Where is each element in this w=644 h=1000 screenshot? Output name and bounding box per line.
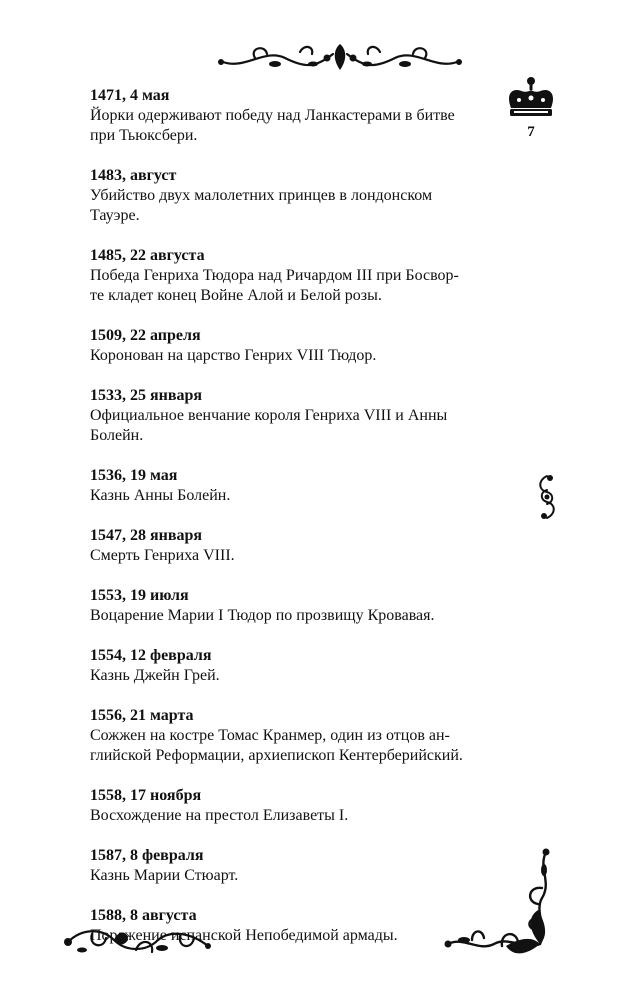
entry-date: 1587, 8 февраля bbox=[90, 847, 204, 864]
chronology-entry bbox=[90, 326, 490, 366]
entry-text: Официальное венчание короля Генриха VIII и Анны Болейн. bbox=[90, 407, 448, 444]
entry-date: 1509, 22 апреля bbox=[90, 327, 201, 344]
chronology-entry bbox=[90, 906, 490, 946]
entry-date: 1533, 25 января bbox=[90, 387, 203, 404]
chronology-entry bbox=[90, 386, 490, 446]
entry-text: Восхождение на престол Елизаветы I. bbox=[90, 807, 349, 824]
entry-date: 1471, 4 мая bbox=[90, 87, 170, 104]
entry-date: 1553, 19 июля bbox=[90, 587, 189, 604]
entry-text: Убийство двух малолетних принцев в лондонском Тауэре. bbox=[90, 187, 433, 224]
chronology-entry bbox=[90, 526, 490, 566]
entry-date: 1536, 19 мая bbox=[90, 467, 178, 484]
entry-text: Казнь Анны Болейн. bbox=[90, 487, 231, 504]
side-scroll-ornament bbox=[536, 472, 558, 522]
entry-text: Казнь Марии Стюарт. bbox=[90, 867, 239, 884]
entry-text: Поражение испанской Непобедимой армады. bbox=[90, 927, 398, 944]
chronology-entry bbox=[90, 246, 490, 306]
entry-date: 1483, август bbox=[90, 167, 177, 184]
crown-icon bbox=[505, 76, 557, 118]
chronology-entry bbox=[90, 786, 490, 826]
entry-date: 1558, 17 ноября bbox=[90, 787, 202, 804]
entry-date: 1485, 22 августа bbox=[90, 247, 205, 264]
chronology-entry bbox=[90, 706, 490, 766]
top-flourish-ornament bbox=[215, 40, 465, 74]
chronology-entry bbox=[90, 586, 490, 626]
entry-text: Воцарение Марии I Тюдор по прозвищу Кровавая. bbox=[90, 607, 435, 624]
chronology-entry bbox=[90, 646, 490, 686]
chronology-entry bbox=[90, 86, 490, 146]
entry-text: Казнь Джейн Грей. bbox=[90, 667, 220, 684]
entry-text: Смерть Генриха VIII. bbox=[90, 547, 235, 564]
entry-date: 1547, 28 января bbox=[90, 527, 203, 544]
page-number: 7 bbox=[527, 124, 535, 140]
chronology-entry bbox=[90, 466, 490, 506]
entry-text: Коронован на царство Генрих VIII Тюдор. bbox=[90, 347, 377, 364]
chronology-entry bbox=[90, 166, 490, 226]
entry-date: 1556, 21 марта bbox=[90, 707, 194, 724]
entry-text: Йорки одерживают победу над Ланкастерами в битве при Тьюксбери. bbox=[90, 107, 455, 144]
entry-date: 1588, 8 августа bbox=[90, 907, 197, 924]
entry-text: Победа Генриха Тюдора над Ричардом III при Босвор- те кладет конец Войне Алой и Белой розы. bbox=[90, 267, 459, 304]
entry-text: Сожжен на костре Томас Кранмер, один из отцов ан- глийской Реформации, архиепископ Кентерберийский. bbox=[90, 727, 463, 764]
chronology-entry bbox=[90, 846, 490, 886]
entry-date: 1554, 12 февраля bbox=[90, 647, 212, 664]
chronology-list bbox=[90, 86, 490, 946]
